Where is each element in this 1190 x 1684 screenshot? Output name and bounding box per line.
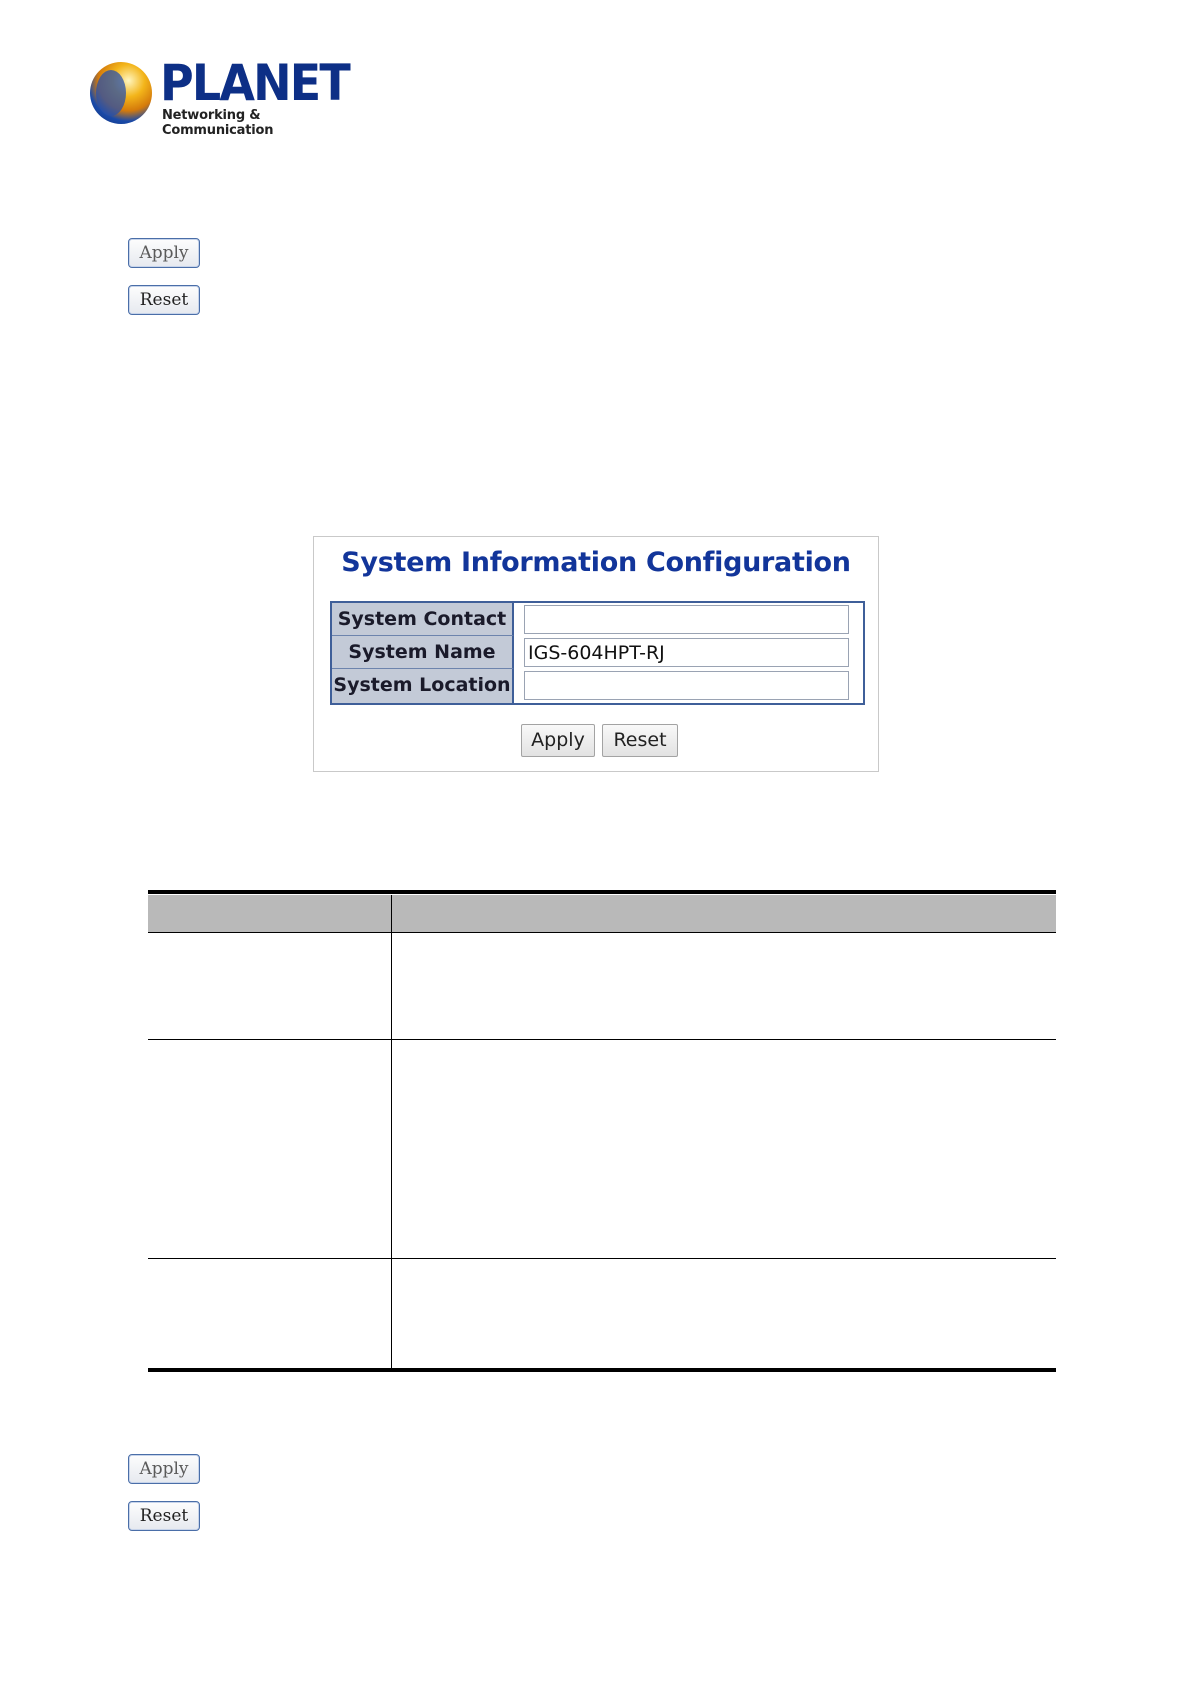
config-row-system-contact xyxy=(332,603,863,636)
system-info-config-panel xyxy=(313,536,879,772)
config-row-system-location xyxy=(332,669,863,702)
globe-icon xyxy=(90,62,152,124)
table-row xyxy=(148,1259,391,1367)
config-row-system-name xyxy=(332,636,863,669)
panel-apply-button[interactable]: Apply xyxy=(521,724,595,757)
table-row xyxy=(148,933,391,1038)
table-top-rule xyxy=(148,890,1056,894)
config-table xyxy=(330,601,865,705)
reset-button-bottom[interactable]: Reset xyxy=(128,1501,200,1531)
panel-title: System Information Configuration xyxy=(341,547,851,578)
column-divider xyxy=(391,895,392,1369)
apply-button-top[interactable]: Apply xyxy=(128,238,200,268)
reset-button-top[interactable]: Reset xyxy=(128,285,200,315)
table-header-row xyxy=(148,895,1056,932)
table-bottom-rule xyxy=(148,1368,1056,1372)
system-name-input[interactable] xyxy=(524,638,849,667)
description-table xyxy=(148,890,1056,1374)
table-row xyxy=(148,1040,391,1257)
system-name-label: System Name xyxy=(332,636,514,669)
system-location-input[interactable] xyxy=(524,671,849,700)
logo-tagline: Networking & Communication xyxy=(162,108,274,138)
apply-button-bottom[interactable]: Apply xyxy=(128,1454,200,1484)
system-contact-label: System Contact xyxy=(332,603,514,636)
panel-reset-button[interactable]: Reset xyxy=(602,724,678,757)
logo-brand-text: PLANET xyxy=(160,54,349,112)
planet-logo xyxy=(90,54,350,138)
system-location-label: System Location xyxy=(332,669,514,703)
system-contact-input[interactable] xyxy=(524,605,849,634)
